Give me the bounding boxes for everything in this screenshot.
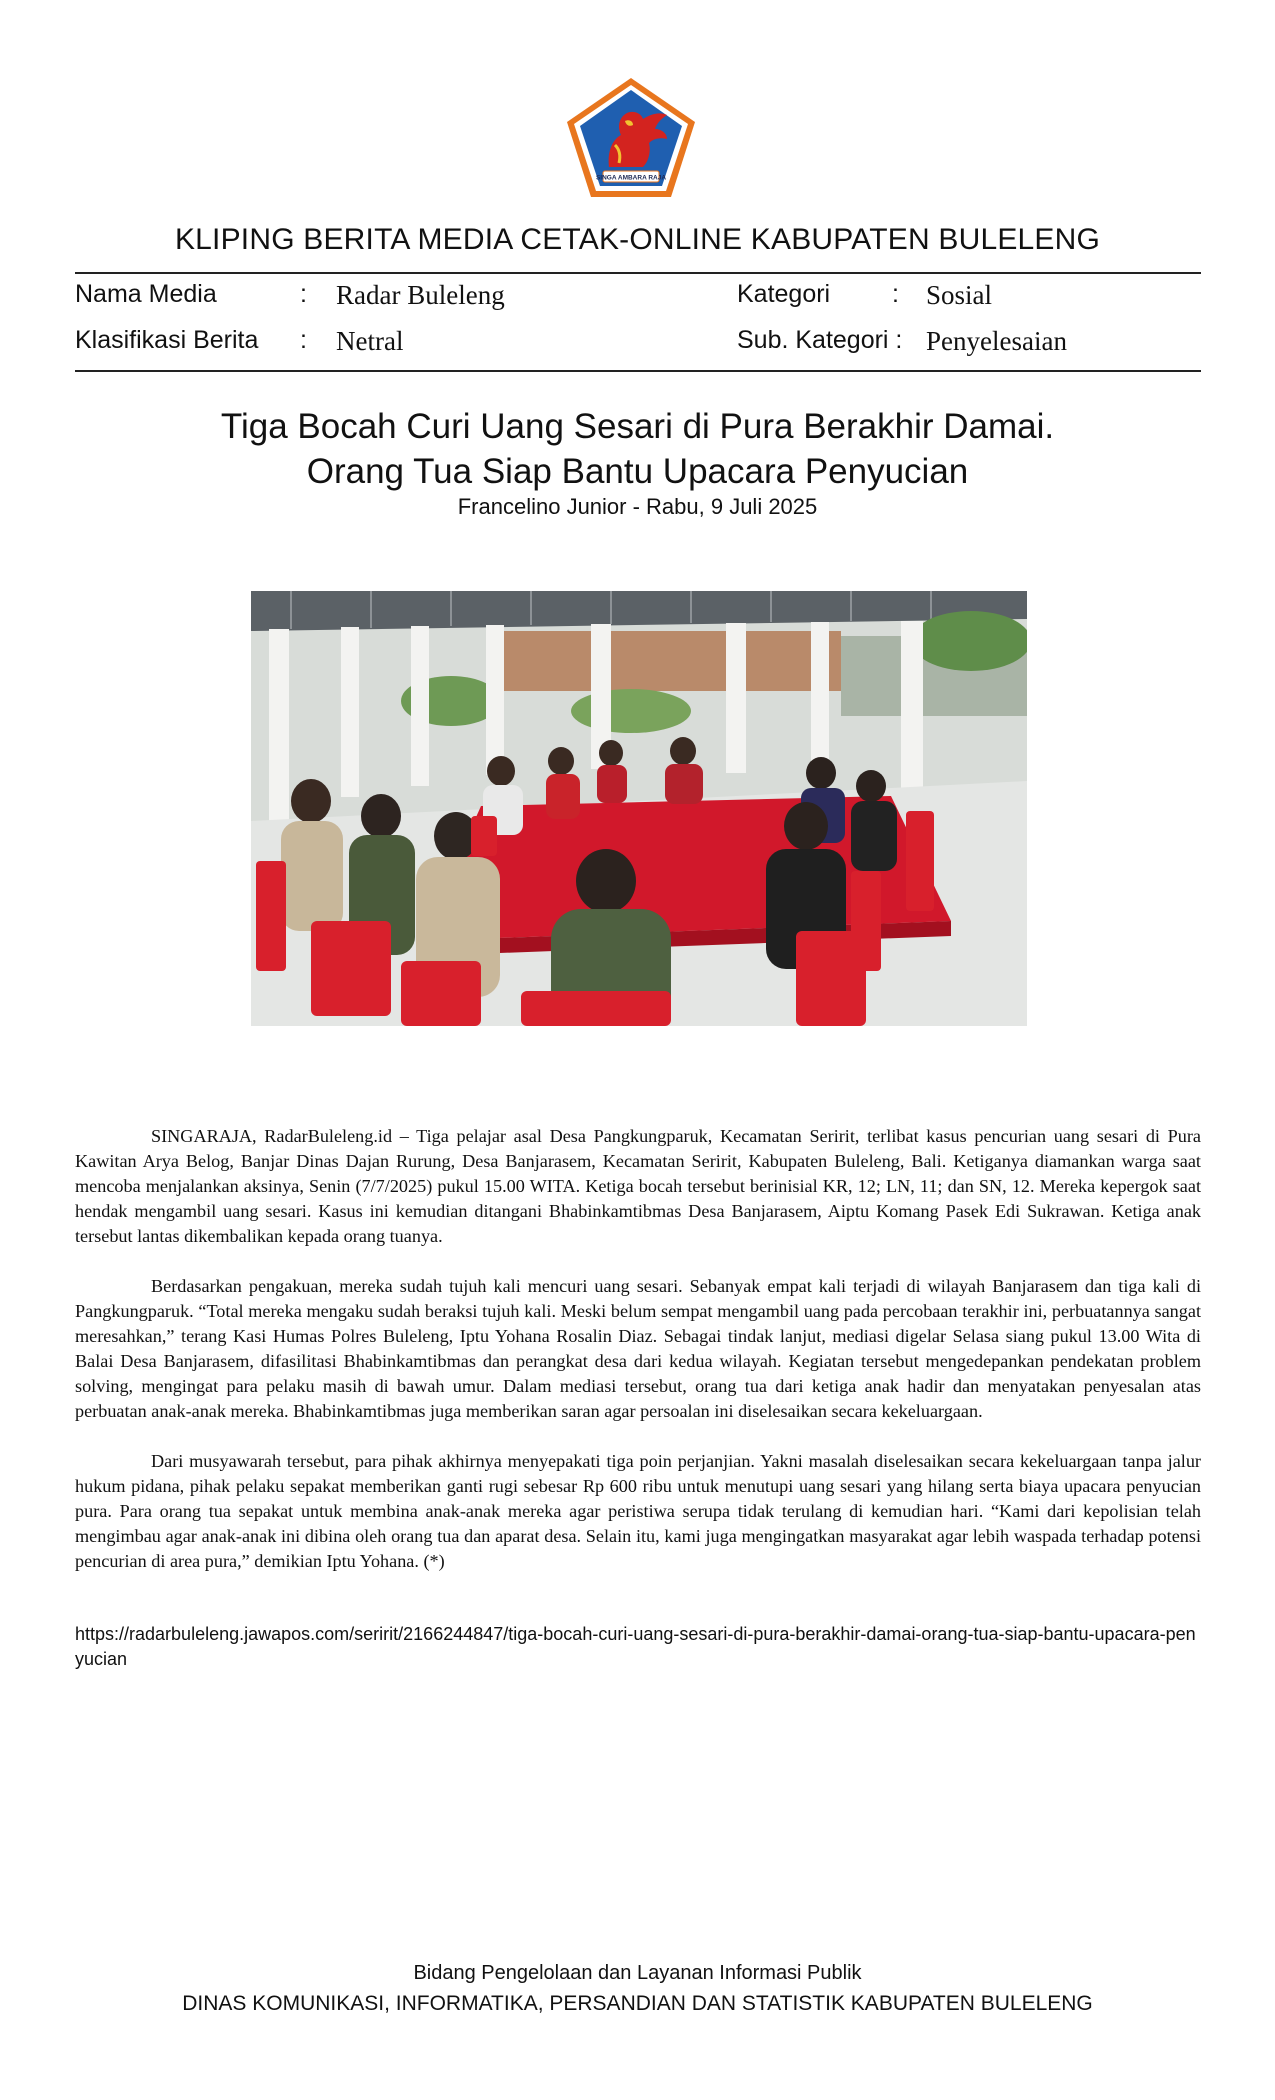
media-colon: : xyxy=(300,280,307,308)
article-headline-line2: Orang Tua Siap Bantu Upacara Penyucian xyxy=(306,452,969,491)
kategori-colon: : xyxy=(892,280,899,308)
document-header-title: KLIPING BERITA MEDIA CETAK-ONLINE KABUPATEN BULELENG xyxy=(174,223,1101,256)
article-paragraph: Dari musyawarah tersebut, para pihak akhirnya menyepakati tiga poin perjanjian. Yakni masalah diselesaikan secara kekeluargaan tanpa jalur hukum pidana, pihak pelaku sepakat memberikan ganti rugi sebesar Rp 600 ribu untuk menutupi uang sesari yang hilang serta biaya upacara penyucian pura. Para orang tua sepakat untuk membina anak-anak mereka agar peristiwa serupa tidak terulang di kemudian hari. “Kami dari kepolisian telah mengimbau agar anak-anak ini dibina oleh orang tua dan aparat desa. Selain itu, kami juga mengingatkan masyarakat agar lebih waspada terhadap potensi pencurian di area pura,” demikian Iptu Yohana. (*) xyxy=(75,1451,1201,1571)
header-divider-bottom xyxy=(75,370,1201,372)
media-label: Nama Media xyxy=(75,280,217,308)
meta-row-klasifikasi xyxy=(75,326,1201,360)
kabupaten-buleleng-logo xyxy=(563,75,699,201)
meta-row-media xyxy=(75,280,1201,314)
klasifikasi-value: Netral xyxy=(336,326,404,356)
source-url-link[interactable]: https://radarbuleleng.jawapos.com/seririt/2166244847/tiga-bocah-curi-uang-sesari-di-pura-berakhir-damai-orang-tua-siap-bantu-upacara-penyucian xyxy=(75,1624,1196,1669)
article-body xyxy=(75,1124,1201,1599)
media-value: Radar Buleleng xyxy=(336,280,505,310)
footer-department: Bidang Pengelolaan dan Layanan Informasi Publik xyxy=(413,1962,862,1984)
article-paragraph: SINGARAJA, RadarBuleleng.id – Tiga pelajar asal Desa Pangkungparuk, Kecamatan Seririt, terlibat kasus pencurian uang sesari di Pura Kawitan Arya Belog, Banjar Dinas Dajan Rurung, Desa Banjarasem, Kecamatan Seririt, Kabupaten Buleleng, Bali. Ketiganya diamankan warga saat mencoba menjalankan aksinya, Senin (7/7/2025) pukul 15.00 WITA. Ketiga bocah tersebut berinisial KR, 12; LN, 11; dan SN, 12. Mereka kepergok saat hendak mengambil uang sesari. Kasus ini kemudian ditangani Bhabinkamtibmas Desa Banjarasem, Aiptu Komang Pasek Edi Sukrawan. Ketiga anak tersebut lantas dikembalikan kepada orang tuanya. xyxy=(75,1126,1201,1246)
kategori-value: Sosial xyxy=(926,280,993,310)
article-photo xyxy=(251,591,1027,1026)
subkategori-label: Sub. Kategori : xyxy=(737,326,903,354)
article-paragraph: Berdasarkan pengakuan, mereka sudah tujuh kali mencuri uang sesari. Sebanyak empat kali terjadi di wilayah Banjarasem dan tiga kali di Pangkungparuk. “Total mereka mengaku sudah beraksi tujuh kali. Meski belum sempat mengambil uang pada percobaan terakhir ini, perbuatannya sangat meresahkan,” terang Kasi Humas Polres Buleleng, Iptu Yohana Rosalin Diaz. Sebagai tindak lanjut, mediasi digelar Selasa siang pukul 13.00 Wita di Balai Desa Banjarasem, difasilitasi Bhabinkamtibmas dan perangkat desa dari kedua wilayah. Kegiatan tersebut mengedepankan pendekatan problem solving, mengingat para pelaku masih di bawah umur. Dalam mediasi tersebut, orang tua dari ketiga anak hadir dan menyatakan penyesalan atas perbuatan anak-anak mereka. Bhabinkamtibmas juga memberikan saran agar persoalan ini diselesaikan secara kekeluargaan. xyxy=(75,1276,1201,1421)
footer-agency: DINAS KOMUNIKASI, INFORMATIKA, PERSANDIAN DAN STATISTIK KABUPATEN BULELENG xyxy=(182,1992,1093,2015)
header-divider-top xyxy=(75,272,1201,274)
subkategori-value: Penyelesaian xyxy=(926,326,1067,356)
logo-motto-text: SINGA AMBARA RAJA xyxy=(595,174,667,182)
klasifikasi-colon: : xyxy=(300,326,307,354)
article-byline: Francelino Junior - Rabu, 9 Juli 2025 xyxy=(457,494,818,519)
article-headline-line1: Tiga Bocah Curi Uang Sesari di Pura Berakhir Damai. xyxy=(220,407,1055,446)
klasifikasi-label: Klasifikasi Berita xyxy=(75,326,259,354)
kategori-label: Kategori xyxy=(737,280,831,308)
